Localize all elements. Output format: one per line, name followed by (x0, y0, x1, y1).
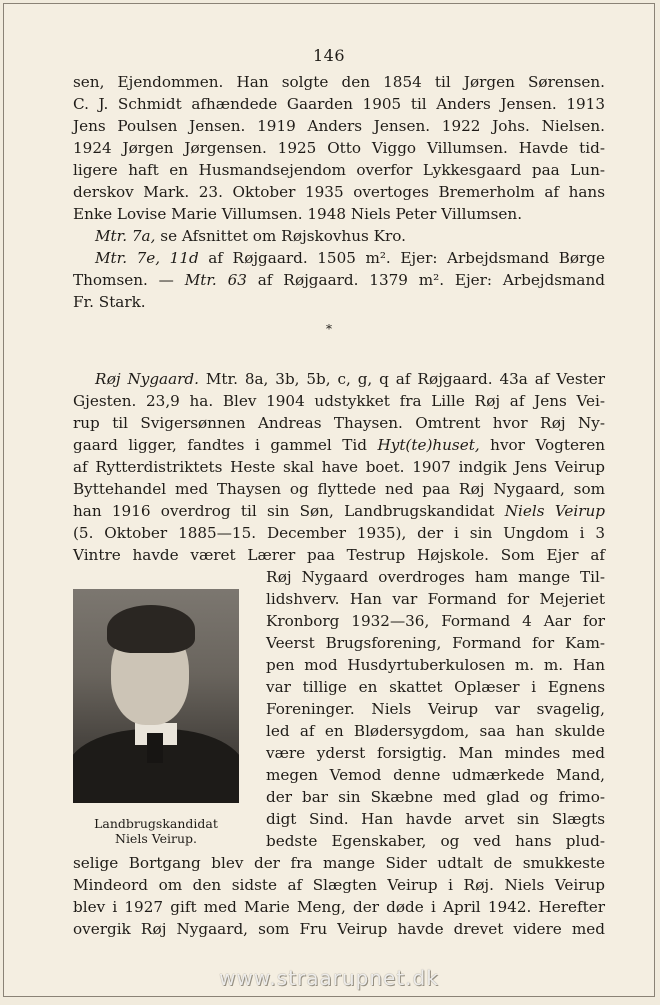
text-line: Byttehandel med Thaysen og flyttede ned paa Røj Nygaard, som (73, 480, 605, 498)
text-line: 1924 Jørgen Jørgensen. 1925 Otto Viggo Villumsen. Havde tid- (73, 139, 605, 157)
text-line: (5. Oktober 1885—15. December 1935), der i sin Ungdom i 3 (73, 524, 605, 542)
photo-caption-line: Landbrugskandidat (94, 816, 218, 831)
book-page (3, 3, 655, 997)
text-line: megen Vemod denne udmærkede Mand, (266, 766, 605, 784)
text-line: led af en Blødersygdom, saa han skulde (266, 722, 605, 740)
text-line: sen, Ejendommen. Han solgte den 1854 til Jørgen Sørensen. (73, 73, 605, 91)
text-line: Foreninger. Niels Veirup var svagelig, (266, 700, 605, 718)
page-number: 146 (312, 46, 346, 65)
text-line: overgik Røj Nygaard, som Fru Veirup havde drevet videre med (73, 920, 605, 938)
text-line: lidshverv. Han var Formand for Mejeriet (266, 590, 605, 608)
text-line: Mindeord om den sidste af Slægten Veirup i Røj. Niels Veirup (73, 876, 605, 894)
text-line: gaard ligger, fandtes i gammel Tid Hyt(te)huset, hvor Vogteren (73, 436, 605, 454)
text-line: Thomsen. — Mtr. 63 af Røjgaard. 1379 m². Ejer: Arbejdsmand (73, 271, 605, 289)
text-line: Fr. Stark. (73, 293, 146, 311)
text-line: Røj Nygaard overdroges ham mange Til- (266, 568, 605, 586)
text-line: ligere haft en Husmandsejendom overfor Lykkesgaard paa Lun- (73, 161, 605, 179)
text-line: var tillige en skattet Oplæser i Egnens (266, 678, 605, 696)
text-line: bedste Egenskaber, og ved hans plud- (266, 832, 605, 850)
text-line: digt Sind. Han havde arvet sin Slægts (266, 810, 605, 828)
text-line: pen mod Husdyrtuberkulosen m. m. Han (266, 656, 605, 674)
text-line: Gjesten. 23,9 ha. Blev 1904 udstykket fra Lille Røj af Jens Vei- (73, 392, 605, 410)
watermark: www.straarupnet.dk (219, 966, 439, 990)
text-line: blev i 1927 gift med Marie Meng, der døde i April 1942. Herefter (73, 898, 605, 916)
text-line: Enke Lovise Marie Villumsen. 1948 Niels Peter Villumsen. (73, 205, 523, 223)
text-line: rup til Svigersønnen Andreas Thaysen. Omtrent hvor Røj Ny- (73, 414, 605, 432)
text-line: Jens Poulsen Jensen. 1919 Anders Jensen. 1922 Johs. Nielsen. (73, 117, 605, 135)
text-line: Veerst Brugsforening, Formand for Kam- (266, 634, 605, 652)
text-line: Røj Nygaard. Mtr. 8a, 3b, 5b, c, g, q af Røjgaard. 43a af Vester (95, 370, 605, 388)
text-line: være yderst forsigtig. Man mindes med (266, 744, 605, 762)
text-line: derskov Mark. 23. Oktober 1935 overtoges Bremerholm af hans (73, 183, 605, 201)
text-line: af Rytterdistriktets Heste skal have boet. 1907 indgik Jens Veirup (73, 458, 605, 476)
text-line: Kronborg 1932—36, Formand 4 Aar for (266, 612, 605, 630)
text-line: han 1916 overdrog til sin Søn, Landbrugskandidat Niels Veirup (73, 502, 605, 520)
text-line: selige Bortgang blev der fra mange Sider udtalt de smukkeste (73, 854, 605, 872)
portrait-photo (73, 589, 239, 803)
text-line: C. J. Schmidt afhændede Gaarden 1905 til Anders Jensen. 1913 (73, 95, 605, 113)
text-line: der bar sin Skæbne med glad og frimo- (266, 788, 605, 806)
photo-caption-line: Niels Veirup. (115, 831, 197, 846)
text-line: Vintre havde været Lærer paa Testrup Højskole. Som Ejer af (73, 546, 605, 564)
text-line: Mtr. 7e, 11d af Røjgaard. 1505 m². Ejer: Arbejdsmand Børge (95, 249, 605, 267)
section-separator: * (326, 322, 332, 336)
text-line: Mtr. 7a, se Afsnittet om Røjskovhus Kro. (95, 227, 406, 245)
